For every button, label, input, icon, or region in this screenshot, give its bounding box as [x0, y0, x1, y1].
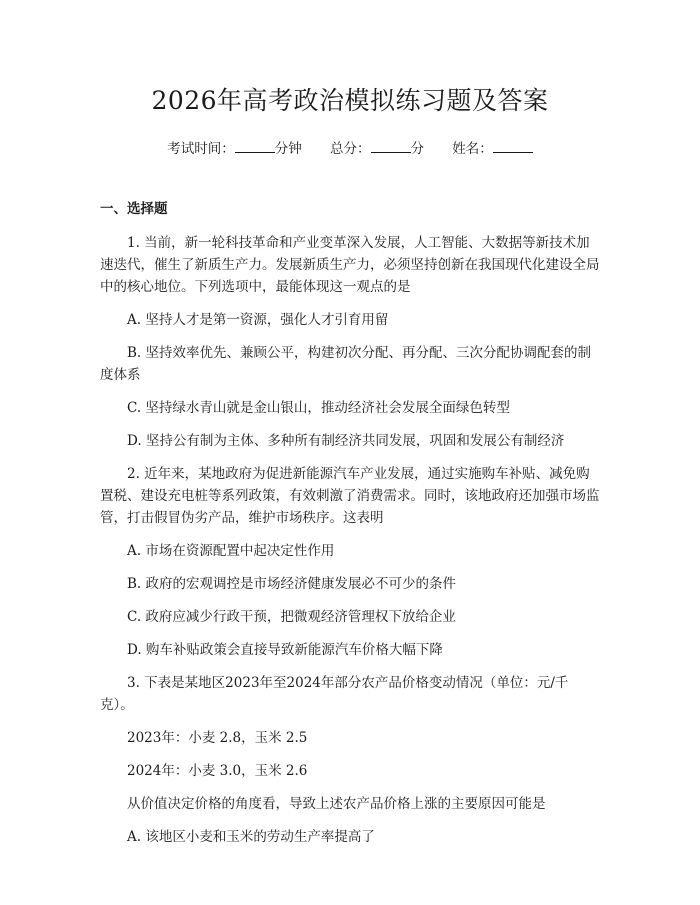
score-label: 总分： — [330, 141, 371, 157]
section-title: 一、选择题 — [100, 201, 168, 217]
time-blank — [235, 140, 275, 153]
question-stem: 1. 当前，新一轮科技革命和产业变革深入发展，人工智能、大数据等新技术加速迭代，催生了新质生产力。发展新质生产力，必须坚持创新在我国现代化建设全局中的核心地位。下列选项中，最能体现这一观点的是 — [100, 235, 600, 295]
question-option: A. 该地区小麦和玉米的劳动生产率提高了 — [127, 829, 375, 845]
question-option: B. 政府的宏观调控是市场经济健康发展必不可少的条件 — [127, 576, 457, 592]
question-option: A. 市场在资源配置中起决定性作用 — [127, 543, 335, 559]
name-label: 姓名： — [452, 141, 493, 157]
name-blank — [493, 140, 533, 153]
total-score-field — [330, 139, 424, 159]
question-option: A. 坚持人才是第一资源，强化人才引育用留 — [127, 312, 389, 328]
name-field — [452, 139, 533, 159]
price-row: 2024年：小麦 3.0，玉米 2.6 — [127, 763, 308, 779]
question-option: C. 坚持绿水青山就是金山银山，推动经济社会发展全面绿色转型 — [127, 400, 510, 416]
price-row: 2023年：小麦 2.8，玉米 2.5 — [127, 730, 308, 746]
exam-time-field — [167, 139, 302, 159]
score-unit: 分 — [410, 141, 424, 157]
question-stem: 2. 近年来，某地政府为促进新能源汽车产业发展，通过实施购车补贴、减免购置税、建设充电桩等系列政策，有效刺激了消费需求。同时，该地政府还加强市场监管，打击假冒伪劣产品，维护市场秩序。这表明 — [100, 466, 600, 526]
time-unit: 分钟 — [274, 141, 302, 157]
time-label: 考试时间： — [167, 141, 235, 157]
question-option: B. 坚持效率优先、兼顾公平，构建初次分配、再分配、三次分配协调配套的制度体系 — [100, 345, 592, 383]
question-stem: 3. 下表是某地区2023年至2024年部分农产品价格变动情况（单位：元/千克）。 — [100, 675, 569, 713]
score-blank — [371, 140, 411, 153]
question-option: D. 坚持公有制为主体、多种所有制经济共同发展，巩固和发展公有制经济 — [127, 433, 565, 449]
exam-meta — [100, 139, 600, 159]
page-title: 2026年高考政治模拟练习题及答案 — [151, 86, 549, 115]
question-followup: 从价值决定价格的角度看，导致上述农产品价格上涨的主要原因可能是 — [127, 796, 546, 812]
question-option: C. 政府应减少行政干预，把微观经济管理权下放给企业 — [127, 609, 456, 625]
question-option: D. 购车补贴政策会直接导致新能源汽车价格大幅下降 — [127, 642, 443, 658]
